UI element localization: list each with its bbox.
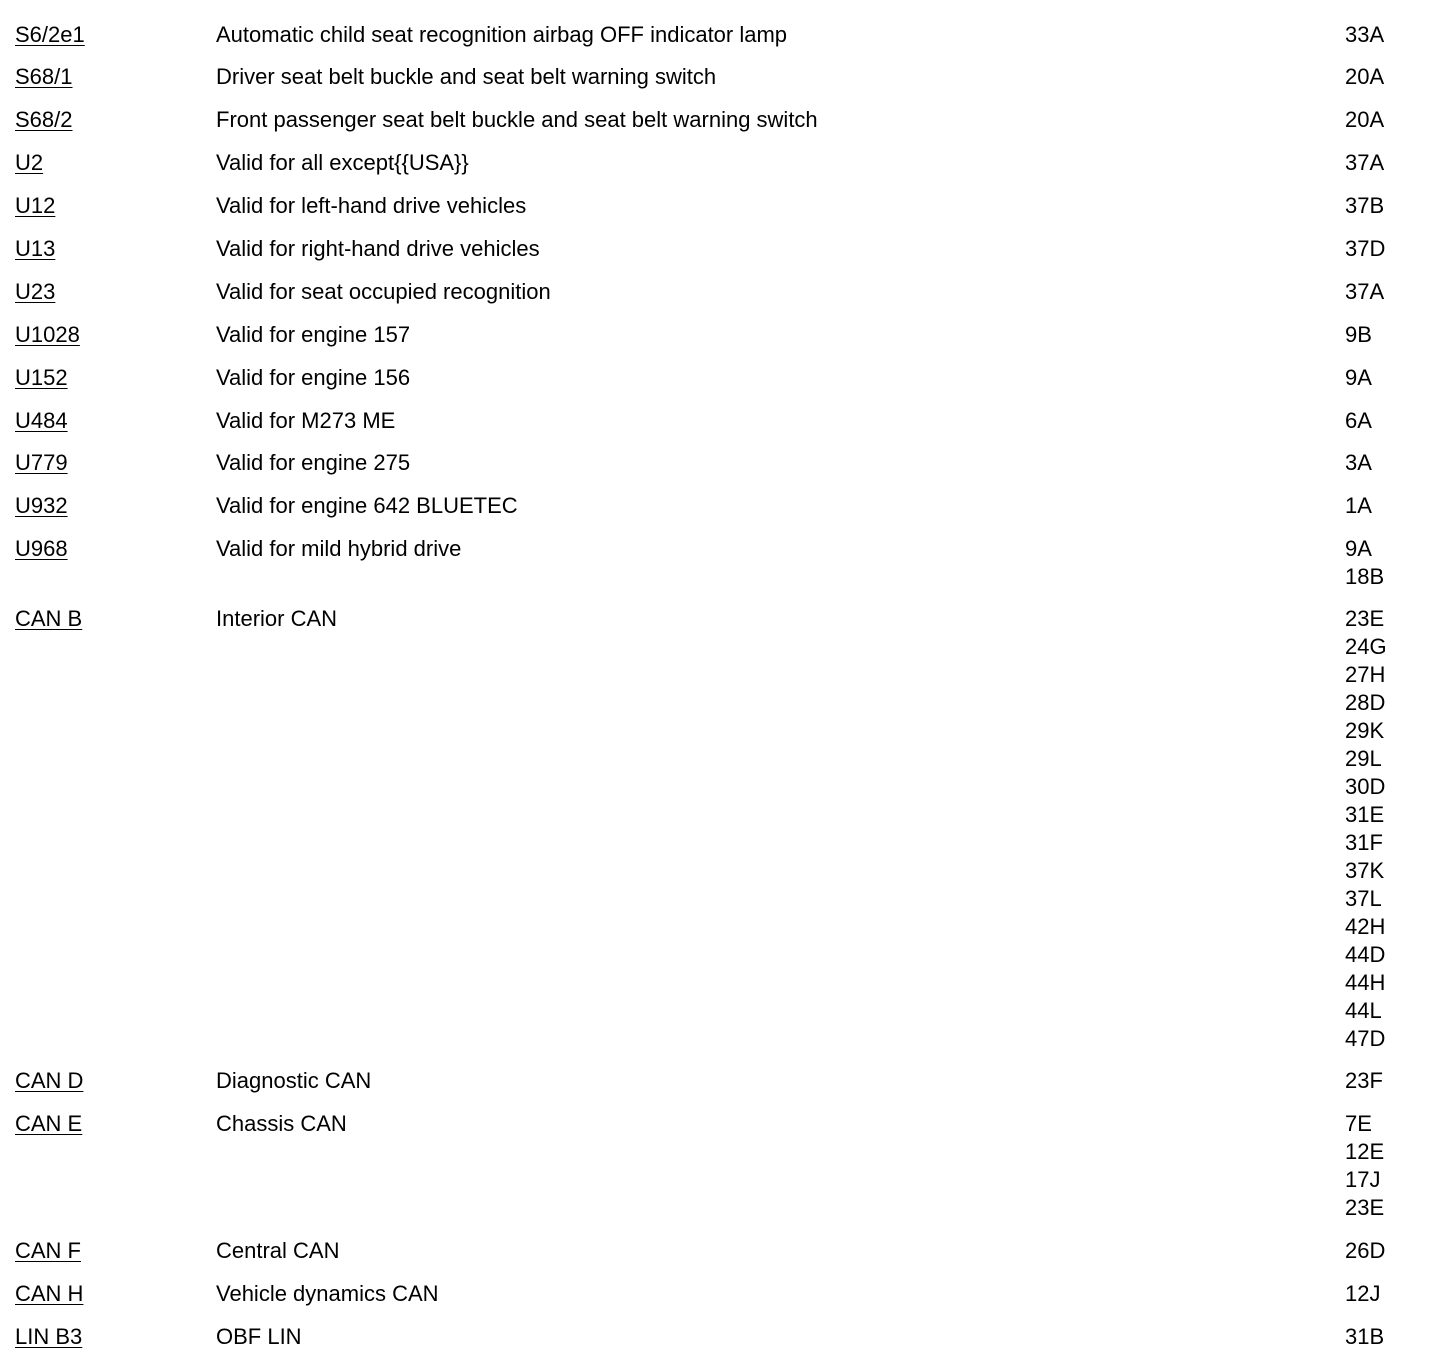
grid-reference: 12J <box>1345 1281 1381 1306</box>
legend-row <box>15 106 1425 134</box>
grid-references <box>1345 1280 1425 1308</box>
grid-references <box>1345 1323 1425 1351</box>
grid-reference: 44H <box>1345 970 1386 995</box>
component-code-cell <box>15 63 216 91</box>
legend-row <box>15 407 1425 435</box>
grid-references <box>1345 21 1425 49</box>
grid-reference: 6A <box>1345 408 1372 433</box>
grid-reference: 23E <box>1345 1195 1385 1220</box>
legend-row <box>15 1067 1425 1095</box>
component-code-link[interactable]: CAN E <box>15 1111 83 1136</box>
grid-reference: 23F <box>1345 1068 1383 1093</box>
grid-reference: 1A <box>1345 493 1372 518</box>
legend-row <box>15 449 1425 477</box>
component-code-link[interactable]: CAN H <box>15 1281 84 1306</box>
component-code-link[interactable]: U2 <box>15 150 44 175</box>
component-code-cell <box>15 535 216 563</box>
component-code-link[interactable]: U779 <box>15 450 68 475</box>
component-code-link[interactable]: U1028 <box>15 322 80 347</box>
grid-references <box>1345 106 1425 134</box>
component-description: Valid for M273 ME <box>216 408 396 433</box>
legend-row <box>15 1237 1425 1265</box>
grid-reference: 33A <box>1345 22 1385 47</box>
component-description: Automatic child seat recognition airbag OFF indicator lamp <box>216 22 788 47</box>
component-description: Central CAN <box>216 1238 340 1263</box>
component-description: Valid for all except{{USA}} <box>216 150 469 175</box>
grid-reference: 28D <box>1345 690 1386 715</box>
grid-reference: 44L <box>1345 998 1382 1023</box>
grid-reference: 27H <box>1345 662 1386 687</box>
grid-references <box>1345 63 1425 91</box>
grid-reference: 37A <box>1345 150 1385 175</box>
component-description: Front passenger seat belt buckle and seat belt warning switch <box>216 107 818 132</box>
grid-reference: 29L <box>1345 746 1382 771</box>
component-code-link[interactable]: U13 <box>15 236 56 261</box>
component-code-link[interactable]: S68/2 <box>15 107 73 132</box>
component-code-link[interactable]: CAN F <box>15 1238 81 1263</box>
component-code-cell <box>15 1280 216 1308</box>
component-code-link[interactable]: LIN B3 <box>15 1324 83 1349</box>
grid-reference: 44D <box>1345 942 1386 967</box>
grid-references <box>1345 278 1425 306</box>
grid-reference: 20A <box>1345 64 1385 89</box>
legend-row <box>15 63 1425 91</box>
legend-row <box>15 21 1425 49</box>
component-description: Valid for seat occupied recognition <box>216 279 551 304</box>
component-code-link[interactable]: U932 <box>15 493 68 518</box>
grid-reference: 37D <box>1345 236 1386 261</box>
grid-references <box>1345 449 1425 477</box>
component-code-link[interactable]: U484 <box>15 408 68 433</box>
component-code-cell <box>15 278 216 306</box>
component-description: Valid for engine 275 <box>216 450 411 475</box>
grid-references <box>1345 492 1425 520</box>
grid-references <box>1345 535 1425 591</box>
grid-reference: 9A <box>1345 536 1372 561</box>
legend-table <box>15 21 1425 1351</box>
component-code-cell <box>15 492 216 520</box>
legend-row <box>15 278 1425 306</box>
component-code-link[interactable]: S68/1 <box>15 64 73 89</box>
grid-reference: 24G <box>1345 634 1387 659</box>
grid-reference: 31B <box>1345 1324 1385 1349</box>
grid-references <box>1345 1237 1425 1265</box>
grid-reference: 47D <box>1345 1026 1386 1051</box>
component-description: Valid for engine 156 <box>216 365 411 390</box>
grid-reference: 37K <box>1345 858 1385 883</box>
component-code-cell <box>15 1067 216 1095</box>
component-code-link[interactable]: U23 <box>15 279 56 304</box>
legend-row <box>15 1323 1425 1351</box>
grid-references <box>1345 235 1425 263</box>
component-description: Valid for mild hybrid drive <box>216 536 462 561</box>
legend-row <box>15 605 1425 1053</box>
grid-references <box>1345 192 1425 220</box>
legend-row <box>15 149 1425 177</box>
legend-row <box>15 364 1425 392</box>
grid-reference: 18B <box>1345 564 1385 589</box>
grid-reference: 3A <box>1345 450 1372 475</box>
component-code-link[interactable]: U12 <box>15 193 56 218</box>
grid-references <box>1345 364 1425 392</box>
grid-reference: 37L <box>1345 886 1382 911</box>
component-code-link[interactable]: U152 <box>15 365 68 390</box>
grid-reference: 7E <box>1345 1111 1372 1136</box>
component-description: Vehicle dynamics CAN <box>216 1281 439 1306</box>
component-code-cell <box>15 149 216 177</box>
component-description: Interior CAN <box>216 606 338 631</box>
legend-row <box>15 535 1425 591</box>
component-code-cell <box>15 106 216 134</box>
component-code-cell <box>15 1323 216 1351</box>
grid-reference: 30D <box>1345 774 1386 799</box>
component-code-cell <box>15 1237 216 1265</box>
component-code-link[interactable]: CAN D <box>15 1068 84 1093</box>
grid-reference: 31E <box>1345 802 1385 827</box>
component-description: Diagnostic CAN <box>216 1068 372 1093</box>
grid-reference: 20A <box>1345 107 1385 132</box>
legend-row <box>15 1110 1425 1222</box>
grid-references <box>1345 321 1425 349</box>
legend-row <box>15 235 1425 263</box>
grid-references <box>1345 149 1425 177</box>
grid-reference: 23E <box>1345 606 1385 631</box>
legend-row <box>15 192 1425 220</box>
component-code-cell <box>15 21 216 49</box>
component-code-cell <box>15 192 216 220</box>
component-description: Valid for left-hand drive vehicles <box>216 193 527 218</box>
component-code-link[interactable]: S6/2e1 <box>15 22 85 47</box>
grid-reference: 17J <box>1345 1167 1381 1192</box>
grid-reference: 26D <box>1345 1238 1386 1263</box>
grid-reference: 42H <box>1345 914 1386 939</box>
grid-reference: 9B <box>1345 322 1372 347</box>
legend-row <box>15 321 1425 349</box>
component-code-cell <box>15 364 216 392</box>
grid-reference: 37A <box>1345 279 1385 304</box>
component-description: Chassis CAN <box>216 1111 347 1136</box>
component-code-link[interactable]: U968 <box>15 536 68 561</box>
component-description: OBF LIN <box>216 1324 302 1349</box>
component-code-cell <box>15 449 216 477</box>
component-code-cell <box>15 407 216 435</box>
grid-reference: 37B <box>1345 193 1385 218</box>
grid-reference: 12E <box>1345 1139 1385 1164</box>
component-description: Valid for right-hand drive vehicles <box>216 236 540 261</box>
grid-reference: 9A <box>1345 365 1372 390</box>
legend-row <box>15 1280 1425 1308</box>
component-code-cell <box>15 605 216 633</box>
component-description: Driver seat belt buckle and seat belt warning switch <box>216 64 717 89</box>
grid-references <box>1345 1067 1425 1095</box>
grid-references <box>1345 605 1425 1053</box>
grid-references <box>1345 407 1425 435</box>
component-description: Valid for engine 642 BLUETEC <box>216 493 518 518</box>
component-code-cell <box>15 1110 216 1138</box>
component-description: Valid for engine 157 <box>216 322 411 347</box>
grid-references <box>1345 1110 1425 1222</box>
component-code-cell <box>15 321 216 349</box>
grid-reference: 29K <box>1345 718 1385 743</box>
component-code-link[interactable]: CAN B <box>15 606 83 631</box>
grid-reference: 31F <box>1345 830 1383 855</box>
component-code-cell <box>15 235 216 263</box>
legend-row <box>15 492 1425 520</box>
